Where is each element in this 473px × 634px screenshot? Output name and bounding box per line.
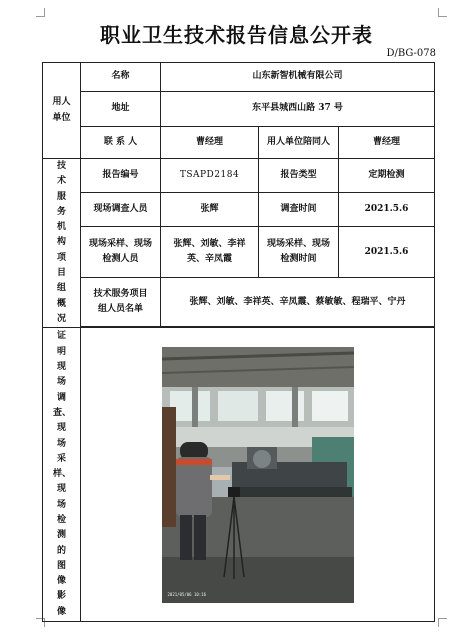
sampling-time-value: 2021.5.6 — [339, 227, 435, 278]
survey-person-value: 张辉 — [161, 193, 259, 227]
report-no-value: TSAPD2184 — [161, 159, 259, 193]
report-type-value: 定期检测 — [339, 159, 435, 193]
sampling-person-label: 现场采样、现场检测人员 — [81, 227, 161, 278]
table-row — [43, 193, 435, 227]
table-row — [43, 159, 435, 193]
report-type-label: 报告类型 — [259, 159, 339, 193]
site-photo — [162, 347, 354, 603]
page-title: 职业卫生技术报告信息公开表 — [100, 23, 373, 47]
evidence-photo-cell — [81, 328, 435, 622]
unit-name-value: 山东新智机械有限公司 — [161, 63, 435, 92]
info-table — [42, 62, 435, 622]
table-row — [43, 63, 435, 92]
contact-value: 曹经理 — [161, 127, 259, 159]
escort-value: 曹经理 — [339, 127, 435, 159]
workshop-photo-image — [162, 347, 354, 603]
evidence-section-label: 证明现场调查、现场采样、现场检测的图像影像 — [43, 328, 81, 622]
contact-label: 联 系 人 — [81, 127, 161, 159]
sampling-person-value: 张辉、刘敏、李祥英、辛凤霞 — [161, 227, 259, 278]
report-no-label: 报告编号 — [81, 159, 161, 193]
photo-timestamp: 2021/05/06 10:16 — [167, 591, 207, 597]
table-row — [43, 227, 435, 278]
team-label: 技术服务项目组人员名单 — [81, 278, 161, 327]
crop-mark-bottom-right — [438, 618, 447, 627]
table-row — [43, 127, 435, 159]
sampling-time-label: 现场采样、现场检测时间 — [259, 227, 339, 278]
escort-label: 用人单位陪同人 — [259, 127, 339, 159]
survey-time-value: 2021.5.6 — [339, 193, 435, 227]
crop-mark-top-left — [36, 8, 45, 17]
table-row — [43, 278, 435, 327]
name-label: 名称 — [81, 63, 161, 92]
crop-mark-top-right — [438, 8, 447, 17]
address-value: 东平县城西山路 37 号 — [161, 92, 435, 127]
address-label: 地址 — [81, 92, 161, 127]
table-row — [43, 328, 435, 622]
survey-person-label: 现场调查人员 — [81, 193, 161, 227]
survey-time-label: 调查时间 — [259, 193, 339, 227]
unit-section-label: 用人单位 — [43, 63, 81, 159]
service-section-label: 技术服务机构项目组概况 — [43, 159, 81, 328]
document-number: D/BG-078 — [386, 48, 436, 59]
team-value: 张辉、刘敏、李祥英、辛凤霞、蔡敏敏、程瑞平、宁丹 — [161, 278, 435, 327]
table-row — [43, 92, 435, 127]
